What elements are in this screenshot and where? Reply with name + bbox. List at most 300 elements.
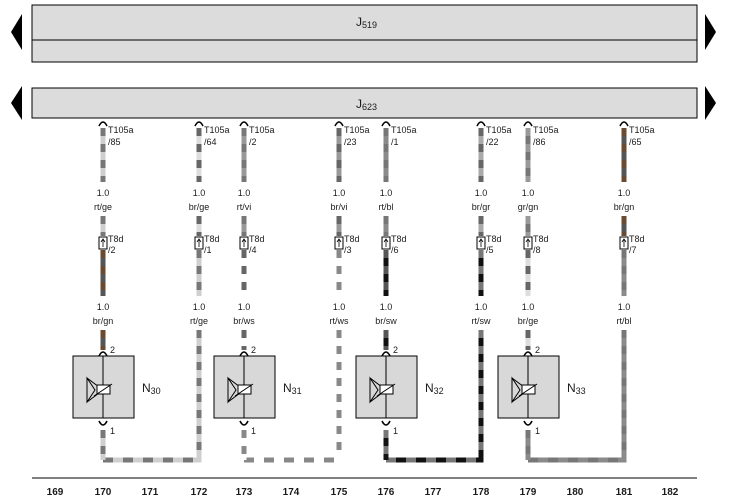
wire-return-drop-seg xyxy=(384,454,389,460)
component-name: N xyxy=(283,381,292,395)
connector-pin-icon xyxy=(335,122,343,126)
connector-t8d-label: T8d xyxy=(629,234,645,244)
wire-lower-segment[interactable] xyxy=(101,250,106,296)
wire-return-vertical-seg xyxy=(197,338,202,346)
wire-upper-segment[interactable] xyxy=(384,216,389,236)
wire-color-label: rt/ge xyxy=(189,316,209,326)
wire-return-vertical[interactable] xyxy=(337,330,342,460)
column-number: 177 xyxy=(424,487,442,497)
wire-return-horizontal-seg xyxy=(558,458,568,463)
wire-return-horizontal[interactable] xyxy=(528,458,627,463)
wire-lower-segment-seg xyxy=(101,266,106,274)
component-name: N xyxy=(567,381,576,395)
wire-upper-segment[interactable] xyxy=(101,216,106,236)
wire-return-horizontal-seg xyxy=(538,458,548,463)
wire-lower-segment-seg xyxy=(526,258,531,266)
wire-feed-segment[interactable] xyxy=(526,330,531,350)
wire-upper-segment-seg xyxy=(526,176,531,182)
wire-return-drop-seg xyxy=(101,446,106,454)
wire-return-vertical[interactable] xyxy=(622,330,627,460)
wire-color-label: rt/bl xyxy=(378,202,394,212)
wire-color-label: rt/vi xyxy=(236,202,252,212)
wire-return-vertical[interactable] xyxy=(479,330,484,460)
wire-return-horizontal-seg xyxy=(548,458,558,463)
wire-return-vertical-seg xyxy=(622,434,627,442)
wire-lower-segment-seg xyxy=(622,250,627,258)
wire-color-label: rt/ws xyxy=(329,316,349,326)
wire-return-horizontal-seg xyxy=(123,458,133,463)
wire-upper-segment-seg xyxy=(101,128,106,136)
wire-lower-segment-seg xyxy=(242,274,247,282)
wire-return-vertical-seg xyxy=(197,330,202,338)
connector-pin-icon xyxy=(524,352,532,356)
module-j623[interactable] xyxy=(11,86,716,120)
wire-size-label: 1.0 xyxy=(379,302,393,312)
wire-return-vertical-seg xyxy=(337,386,342,394)
column-number: 171 xyxy=(141,487,159,497)
wire-lower-segment-seg xyxy=(242,282,247,290)
connector-t8d-label: T8d xyxy=(344,234,360,244)
connector-t105a-pin: /85 xyxy=(108,137,121,147)
wire-return-horizontal-seg xyxy=(476,458,484,463)
wire-upper-segment-seg xyxy=(101,160,106,168)
wire-178[interactable] xyxy=(472,122,512,326)
wire-lower-segment-seg xyxy=(384,274,389,282)
wire-return-horizontal-seg xyxy=(314,458,324,463)
module-j519-name: J xyxy=(356,15,362,29)
connector-t105a-pin: /2 xyxy=(249,137,257,147)
wire-return-vertical[interactable] xyxy=(197,330,202,460)
wire-return-vertical-seg xyxy=(622,346,627,354)
wire-return-horizontal[interactable] xyxy=(244,458,342,463)
wire-return-vertical-seg xyxy=(337,362,342,370)
wire-upper-segment-seg xyxy=(622,216,627,224)
wire-upper-segment-seg xyxy=(197,224,202,232)
wire-return-drop[interactable] xyxy=(384,430,389,460)
wire-return-vertical-seg xyxy=(622,426,627,434)
wire-return-horizontal-seg xyxy=(264,458,274,463)
wire-return-vertical-seg xyxy=(479,426,484,434)
wire-return-vertical-seg xyxy=(197,346,202,354)
wire-lower-segment-seg xyxy=(197,258,202,266)
wire-lower-segment-seg xyxy=(101,258,106,266)
wire-179[interactable] xyxy=(518,122,559,326)
wire-upper-segment-seg xyxy=(197,168,202,176)
wire-return-horizontal-seg xyxy=(588,458,598,463)
wire-feed-segment-seg xyxy=(384,346,389,350)
wire-upper-segment-seg xyxy=(242,136,247,144)
wire-return-vertical-seg xyxy=(479,370,484,378)
wire-upper-segment-seg xyxy=(479,152,484,160)
component-label xyxy=(142,381,161,396)
wire-return-vertical-seg xyxy=(197,362,202,370)
wire-return-drop-seg xyxy=(242,446,247,454)
connector-t105a-label: T105a xyxy=(249,125,275,135)
connector-t8d-pin: /8 xyxy=(533,245,541,255)
connector-t8d-pin: /7 xyxy=(629,245,637,255)
wire-upper-segment-seg xyxy=(526,216,531,224)
wire-upper-segment-seg xyxy=(384,160,389,168)
module-j519[interactable] xyxy=(11,5,716,62)
wire-feed-segment-seg xyxy=(101,330,106,338)
wire-return-vertical-seg xyxy=(622,394,627,402)
wire-upper-segment[interactable] xyxy=(526,216,531,236)
wire-return-horizontal-seg xyxy=(334,458,342,463)
wire-feed-segment[interactable] xyxy=(242,330,247,350)
wire-return-vertical-seg xyxy=(479,330,484,338)
wire-lower-segment-seg xyxy=(622,274,627,282)
component-sub: 31 xyxy=(291,386,302,396)
wire-return-horizontal-seg xyxy=(436,458,446,463)
column-number: 169 xyxy=(46,487,64,497)
wire-upper-segment-seg xyxy=(101,176,106,182)
component-n33[interactable] xyxy=(498,330,627,463)
wire-upper-segment-seg xyxy=(479,216,484,224)
connector-t8d-pin: /6 xyxy=(391,245,399,255)
wire-return-horizontal-seg xyxy=(153,458,163,463)
wire-upper-segment-seg xyxy=(337,216,342,224)
wire-return-horizontal-seg xyxy=(416,458,426,463)
wire-feed-segment-seg xyxy=(526,346,531,350)
wire-upper-segment-seg xyxy=(242,128,247,136)
wire-upper-segment-seg xyxy=(526,152,531,160)
wire-size-label: 1.0 xyxy=(237,188,251,198)
wire-return-horizontal-seg xyxy=(426,458,436,463)
wire-upper-segment[interactable] xyxy=(197,128,202,182)
wire-upper-segment-seg xyxy=(197,144,202,152)
wire-lower-segment[interactable] xyxy=(337,250,342,296)
arrow-right-icon xyxy=(705,14,716,50)
wire-upper-segment-seg xyxy=(479,176,484,182)
wire-upper-segment-seg xyxy=(197,160,202,168)
wire-return-vertical-seg xyxy=(622,402,627,410)
wire-size-label: 1.0 xyxy=(474,188,488,198)
connector-t105a-label: T105a xyxy=(533,125,559,135)
wire-170[interactable] xyxy=(93,122,134,326)
wire-return-horizontal-seg xyxy=(133,458,143,463)
wire-upper-segment-seg xyxy=(526,168,531,176)
wire-color-label: br/gn xyxy=(92,316,114,326)
wire-lower-segment-seg xyxy=(384,282,389,290)
wire-return-vertical-seg xyxy=(197,394,202,402)
wire-lower-segment-seg xyxy=(526,266,531,274)
connector-t105a-label: T105a xyxy=(486,125,512,135)
wire-upper-segment[interactable] xyxy=(101,128,106,182)
wire-upper-segment-seg xyxy=(242,224,247,232)
wire-upper-segment[interactable] xyxy=(526,128,531,182)
component-pin-top: 2 xyxy=(393,345,399,355)
wire-return-vertical-seg xyxy=(479,362,484,370)
connector-t105a-pin: /65 xyxy=(629,137,642,147)
arrow-left-icon xyxy=(11,14,22,50)
connector-t105a-pin: /22 xyxy=(486,137,499,147)
connector-t105a-label: T105a xyxy=(204,125,230,135)
wire-return-vertical-seg xyxy=(337,370,342,378)
wire-lower-segment-seg xyxy=(622,290,627,296)
component-label xyxy=(283,381,302,396)
wire-return-vertical-seg xyxy=(337,402,342,410)
wire-return-drop-seg xyxy=(384,430,389,438)
wire-size-label: 1.0 xyxy=(96,302,110,312)
wire-upper-segment-seg xyxy=(242,216,247,224)
wire-upper-segment[interactable] xyxy=(384,128,389,182)
wire-lower-segment-seg xyxy=(337,250,342,258)
wire-return-vertical-seg xyxy=(622,378,627,386)
wire-lower-segment-seg xyxy=(384,258,389,266)
connector-t105a-pin: /23 xyxy=(344,137,357,147)
wire-return-vertical-seg xyxy=(337,418,342,426)
connector-t105a-label: T105a xyxy=(391,125,417,135)
wire-return-horizontal-seg xyxy=(456,458,466,463)
wire-return-drop-seg xyxy=(384,438,389,446)
wire-feed-segment-seg xyxy=(101,338,106,346)
wire-return-vertical-seg xyxy=(197,418,202,426)
wire-color-label: br/gr xyxy=(471,202,491,212)
column-ruler xyxy=(47,487,679,497)
wire-return-vertical-seg xyxy=(337,442,342,450)
connector-pin-icon xyxy=(382,352,390,356)
connector-t8d-pin: /1 xyxy=(204,245,212,255)
wire-upper-segment-seg xyxy=(197,176,202,182)
connector-pin-icon xyxy=(382,122,390,126)
wire-return-drop-seg xyxy=(526,446,531,454)
wire-upper-segment-seg xyxy=(384,136,389,144)
wire-size-label: 1.0 xyxy=(379,188,393,198)
wire-return-horizontal-seg xyxy=(598,458,608,463)
wire-return-vertical-seg xyxy=(622,418,627,426)
column-number: 173 xyxy=(235,487,253,497)
wire-return-horizontal-seg xyxy=(183,458,193,463)
connector-t105a-pin: /64 xyxy=(204,137,217,147)
component-pin-bottom: 1 xyxy=(535,426,541,436)
wire-175[interactable] xyxy=(330,122,370,326)
wire-upper-segment-seg xyxy=(479,136,484,144)
wire-return-drop-seg xyxy=(101,454,106,460)
wire-upper-segment-seg xyxy=(384,216,389,224)
wire-upper-segment-seg xyxy=(526,160,531,168)
connector-t8d-label: T8d xyxy=(204,234,220,244)
wire-feed-segment-seg xyxy=(242,346,247,350)
wire-return-vertical-seg xyxy=(622,410,627,418)
wire-upper-segment[interactable] xyxy=(242,128,247,182)
wire-return-drop[interactable] xyxy=(242,430,247,460)
wire-upper-segment[interactable] xyxy=(242,216,247,236)
component-n31[interactable] xyxy=(214,330,342,463)
wire-lower-segment[interactable] xyxy=(197,250,202,296)
connector-t8d-label: T8d xyxy=(533,234,549,244)
connector-t105a-pin: /86 xyxy=(533,137,546,147)
connector-pin-icon xyxy=(524,421,532,425)
wire-upper-segment-seg xyxy=(242,232,247,236)
component-pin-top: 2 xyxy=(535,345,541,355)
wire-lower-segment[interactable] xyxy=(384,250,389,296)
wire-return-vertical-seg xyxy=(337,394,342,402)
wire-upper-segment[interactable] xyxy=(479,128,484,182)
wire-feed-segment[interactable] xyxy=(101,330,106,350)
column-number: 181 xyxy=(615,487,633,497)
wire-feed-segment-seg xyxy=(526,330,531,338)
wire-return-horizontal-seg xyxy=(143,458,153,463)
wire-upper-segment-seg xyxy=(384,232,389,236)
arrow-right-icon xyxy=(705,86,716,120)
wire-upper-segment-seg xyxy=(622,128,627,136)
wire-feed-segment-seg xyxy=(101,346,106,350)
wire-return-horizontal-seg xyxy=(113,458,123,463)
wire-upper-segment-seg xyxy=(622,152,627,160)
wire-return-horizontal-seg xyxy=(396,458,406,463)
wire-return-drop[interactable] xyxy=(526,430,531,460)
wire-return-vertical-seg xyxy=(197,386,202,394)
wire-upper-segment-seg xyxy=(101,136,106,144)
wire-feed-segment[interactable] xyxy=(384,330,389,350)
column-number: 175 xyxy=(330,487,348,497)
wire-172[interactable] xyxy=(189,122,230,326)
wire-upper-segment-seg xyxy=(384,152,389,160)
wire-return-vertical-seg xyxy=(337,450,342,458)
wire-return-drop-seg xyxy=(242,454,247,460)
wire-return-vertical-seg xyxy=(337,354,342,362)
wire-return-vertical-seg xyxy=(197,434,202,442)
wire-return-drop-seg xyxy=(101,430,106,438)
wire-upper-segment-seg xyxy=(337,160,342,168)
wire-return-horizontal[interactable] xyxy=(386,458,484,463)
connector-t8d-pin: /2 xyxy=(108,245,116,255)
wire-upper-segment-seg xyxy=(479,232,484,236)
wire-upper-segment-seg xyxy=(337,144,342,152)
wire-return-vertical-seg xyxy=(197,370,202,378)
wire-upper-segment[interactable] xyxy=(337,216,342,236)
wire-lower-segment-seg xyxy=(479,274,484,282)
wire-lower-segment-seg xyxy=(197,274,202,282)
wire-lower-segment[interactable] xyxy=(622,250,627,296)
wire-upper-segment-seg xyxy=(242,160,247,168)
wire-return-horizontal-seg xyxy=(324,458,334,463)
wire-upper-segment-seg xyxy=(101,144,106,152)
wire-return-vertical-seg xyxy=(479,354,484,362)
connector-t8d-label: T8d xyxy=(391,234,407,244)
wire-return-drop[interactable] xyxy=(101,430,106,460)
wire-return-vertical-seg xyxy=(479,410,484,418)
wire-upper-segment-seg xyxy=(479,224,484,232)
wire-return-horizontal-seg xyxy=(173,458,183,463)
wire-color-label: br/gn xyxy=(613,202,635,212)
wire-lower-segment-seg xyxy=(337,274,342,282)
wire-size-label: 1.0 xyxy=(332,188,346,198)
wire-176[interactable] xyxy=(375,122,416,326)
wire-return-drop-seg xyxy=(384,446,389,454)
wire-upper-segment[interactable] xyxy=(622,216,627,236)
connector-t8d-label: T8d xyxy=(249,234,265,244)
wire-return-vertical-seg xyxy=(337,330,342,338)
wire-lower-segment-seg xyxy=(622,258,627,266)
wire-upper-segment-seg xyxy=(337,168,342,176)
component-label xyxy=(425,381,444,396)
component-n32[interactable] xyxy=(356,330,484,463)
module-j519-body xyxy=(32,5,697,62)
wire-feed-segment-seg xyxy=(242,330,247,338)
wire-lower-segment-seg xyxy=(526,250,531,258)
wire-upper-segment-seg xyxy=(197,216,202,224)
column-number: 172 xyxy=(190,487,208,497)
wire-upper-segment[interactable] xyxy=(197,216,202,236)
wire-color-label: rt/bl xyxy=(616,316,632,326)
wire-lower-segment-seg xyxy=(337,282,342,290)
wire-lower-segment[interactable] xyxy=(242,250,247,296)
wire-upper-segment-seg xyxy=(526,128,531,136)
connector-pin-icon xyxy=(240,122,248,126)
wire-lower-segment-seg xyxy=(197,250,202,258)
wire-upper-segment-seg xyxy=(197,152,202,160)
component-name: N xyxy=(142,381,151,395)
wire-size-label: 1.0 xyxy=(474,302,488,312)
wire-upper-segment-seg xyxy=(526,224,531,232)
wire-color-label: br/ws xyxy=(233,316,255,326)
wire-return-horizontal-seg xyxy=(284,458,294,463)
component-sub: 30 xyxy=(150,386,161,396)
wire-upper-segment-seg xyxy=(101,232,106,236)
wire-color-label: br/sw xyxy=(375,316,397,326)
wire-upper-segment-seg xyxy=(622,160,627,168)
wire-color-label: br/vi xyxy=(330,202,348,212)
wire-lower-segment-seg xyxy=(242,250,247,258)
wire-173[interactable] xyxy=(233,122,274,326)
wire-lower-segment[interactable] xyxy=(479,250,484,296)
wire-return-vertical-seg xyxy=(197,450,202,458)
wire-return-horizontal-seg xyxy=(163,458,173,463)
connector-t105a-label: T105a xyxy=(629,125,655,135)
component-name: N xyxy=(425,381,434,395)
wire-lower-segment-seg xyxy=(384,266,389,274)
wire-upper-segment-seg xyxy=(526,232,531,236)
wire-lower-segment-seg xyxy=(242,258,247,266)
component-n30[interactable] xyxy=(73,330,202,463)
wire-upper-segment-seg xyxy=(526,136,531,144)
wire-upper-segment-seg xyxy=(384,176,389,182)
wire-lower-segment-seg xyxy=(101,290,106,296)
wire-size-label: 1.0 xyxy=(521,302,535,312)
wire-color-label: gr/gn xyxy=(517,202,539,212)
wire-upper-segment[interactable] xyxy=(337,128,342,182)
wire-return-vertical-seg xyxy=(622,442,627,450)
module-j623-name: J xyxy=(356,97,362,111)
column-number: 174 xyxy=(282,487,300,497)
wire-upper-segment-seg xyxy=(197,128,202,136)
connector-pin-icon xyxy=(99,352,107,356)
wire-lower-segment-seg xyxy=(197,266,202,274)
connector-pin-icon xyxy=(620,122,628,126)
wire-upper-segment-seg xyxy=(337,232,342,236)
wire-color-label: br/ge xyxy=(188,202,210,212)
wire-return-vertical-seg xyxy=(479,338,484,346)
wire-181[interactable] xyxy=(614,122,655,326)
wires-layer xyxy=(93,122,655,326)
wire-return-horizontal-seg xyxy=(466,458,476,463)
wire-upper-segment-seg xyxy=(622,136,627,144)
module-j623-sub: 623 xyxy=(362,102,378,112)
wire-lower-segment-seg xyxy=(479,290,484,296)
wire-upper-segment[interactable] xyxy=(479,216,484,236)
wire-lower-segment[interactable] xyxy=(526,250,531,296)
wire-upper-segment[interactable] xyxy=(622,128,627,182)
wire-lower-segment-seg xyxy=(242,290,247,296)
component-sub: 32 xyxy=(433,386,444,396)
wire-return-horizontal[interactable] xyxy=(103,458,202,463)
wire-return-vertical-seg xyxy=(479,378,484,386)
wire-return-vertical-seg xyxy=(622,330,627,338)
wire-upper-segment-seg xyxy=(101,152,106,160)
wire-upper-segment-seg xyxy=(384,128,389,136)
wire-return-vertical-seg xyxy=(197,354,202,362)
